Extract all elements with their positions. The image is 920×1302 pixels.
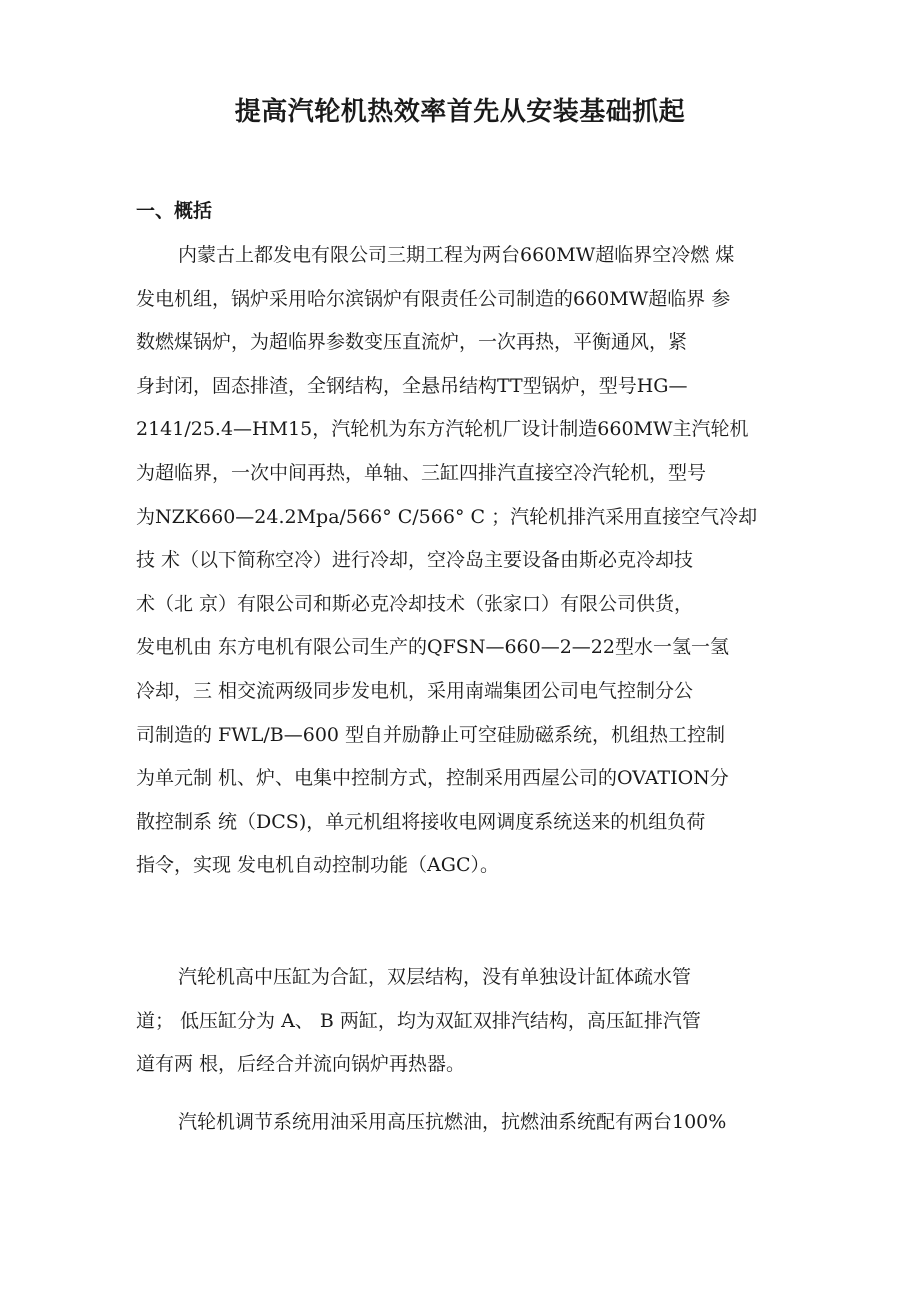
text-line: 司制造的 FWL/B—600 型自并励静止可空硅励磁系统，机组热工控制 (136, 723, 726, 746)
paragraph-cylinders (136, 956, 786, 1087)
paragraph-overview (136, 234, 786, 888)
text-line: 2141/25.4—HM15，汽轮机为东方汽轮机厂设计制造660MW主汽轮机 (136, 418, 749, 441)
text-line: 内蒙古上都发电有限公司三期工程为两台660MW超临界空冷燃 煤 (178, 244, 735, 266)
text-line: 指令，实现 发电机自动控制功能（AGC）。 (136, 854, 499, 877)
text-line: 道； 低压缸分为 A、 B 两缸，均为双缸双排汽结构，高压缸排汽管 (136, 1009, 701, 1032)
text-line: 散控制系 统（DCS)，单元机组将接收电网调度系统送来的机组负荷 (136, 810, 706, 833)
section-heading: 一、概括 (136, 200, 213, 222)
text-line: 技 术（以下简称空冷）进行冷却，空冷岛主要设备由斯必克冷却技 (136, 549, 694, 572)
paragraph-oil-system (136, 1101, 786, 1145)
text-line: 为超临界，一次中间再热，单轴、三缸四排汽直接空冷汽轮机，型号 (136, 461, 707, 484)
text-line: 道有两 根，后经合并流向锅炉再热器。 (136, 1053, 466, 1076)
text-line: 汽轮机高中压缸为合缸，双层结构，没有单独设计缸体疏水管 (178, 966, 692, 988)
document-title: 提高汽轮机热效率首先从安装基础抓起 (234, 97, 686, 127)
text-line: 术（北 京）有限公司和斯必克冷却技术（张家口）有限公司供货， (136, 592, 694, 615)
text-line: 为NZK660—24.2Mpa/566° C/566° C ；汽轮机排汽采用直接空气冷却 (136, 505, 758, 528)
text-line: 冷却，三 相交流两级同步发电机，采用南端集团公司电气控制分公 (136, 679, 694, 702)
text-line: 数燃煤锅炉，为超临界参数变压直流炉，一次再热，平衡通风，紧 (136, 331, 688, 354)
text-line: 为单元制 机、炉、电集中控制方式，控制采用西屋公司的OVATION分 (136, 767, 729, 790)
text-line: 发电机组，锅炉采用哈尔滨锅炉有限责任公司制造的660MW超临界 参 (136, 287, 731, 310)
text-line: 汽轮机调节系统用油采用高压抗燃油，抗燃油系统配有两台100% (178, 1111, 727, 1133)
text-line: 发电机由 东方电机有限公司生产的QFSN—660—2—22型水一氢一氢 (136, 636, 729, 659)
text-line: 身封闭，固态排渣，全钢结构，全悬吊结构TT型锅炉，型号HG— (136, 374, 688, 397)
